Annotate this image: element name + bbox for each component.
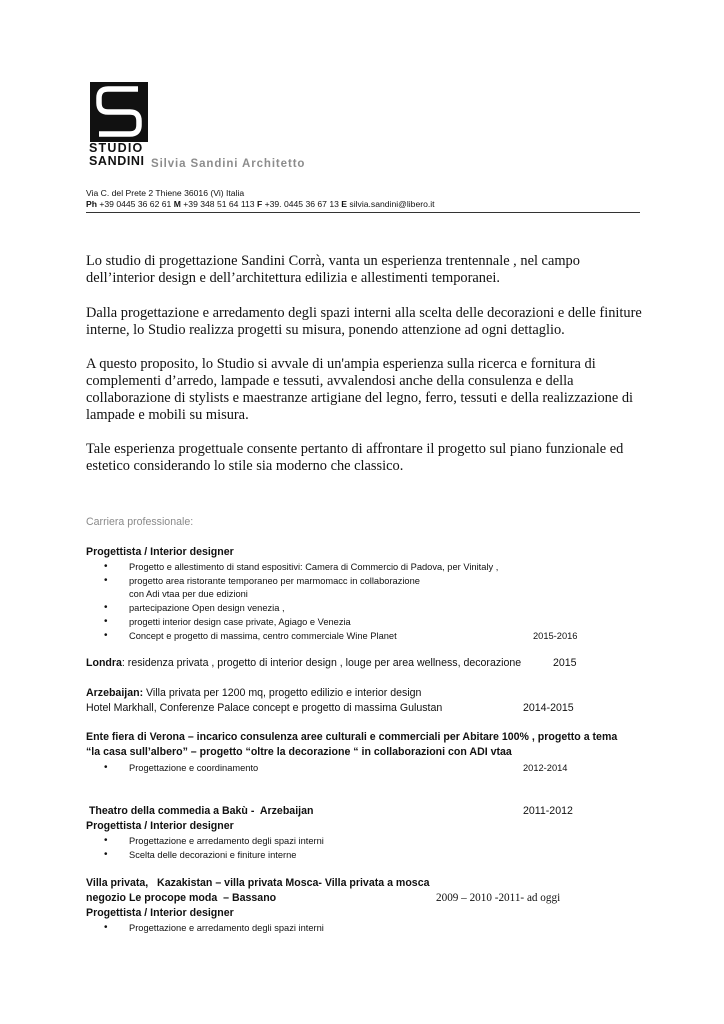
role-title: Progettista / Interior designer [86, 907, 234, 919]
entry-text: : residenza privata , progetto di interior design , louge per area wellness, decorazione [121, 657, 522, 669]
list-item: • Scelta delle decorazioni e finiture interne [129, 848, 296, 862]
period: 2015 [553, 657, 577, 669]
phone-label: Ph [86, 199, 97, 209]
list-item: • progetti interior design case private, Agiago e Venezia [129, 615, 351, 629]
phone-number: +39 0445 36 62 61 [99, 199, 172, 209]
entry-line: negozio Le procope moda – Bassano [86, 892, 277, 904]
entry-line [86, 656, 521, 670]
letterhead-contacts [86, 199, 435, 209]
intro-paragraph: A questo proposito, lo Studio si avvale di un'ampia esperienza sulla ricerca e fornitura di complementi d’arredo, lampade e tessuti, avvalendosi anche della consulenza e della collaborazione di stylists e maestranze artigiane del legno, ferro, tessuti e della realizzazione di lampade e mobili su misura. [86, 356, 634, 423]
letterhead-subtitle: Silvia Sandini Architetto [151, 158, 306, 170]
period: 2015-2016 [533, 631, 578, 641]
role-title: Progettista / Interior designer [86, 546, 234, 558]
intro-paragraph: Lo studio di progettazione Sandini Corrà, vanta un esperienza trentennale , nel campo dell’interior design e dell’architettura edilizia e allestimenti temporanei. [86, 253, 580, 286]
career-heading: Carriera professionale: [86, 516, 194, 528]
period: 2011-2012 [523, 805, 573, 817]
intro-paragraph: Tale esperienza progettuale consente pertanto di affrontare il progetto sul piano funzionale ed estetico considerando lo stile sia moderno che classico. [86, 441, 624, 474]
list-item-continuation: con Adi vtaa per due edizioni [129, 589, 248, 599]
entry-line: Theatro della commedia a Bakù - Arzebaijan [86, 805, 314, 817]
entry-text: Villa privata per 1200 mq, progetto edilizio e interior design [143, 687, 422, 699]
header-divider [86, 212, 640, 213]
entry-line: Hotel Markhall, Conferenze Palace concept e progetto di massima Gulustan [86, 702, 443, 714]
list-item: • progetto area ristorante temporaneo per marmomacc in collaborazione [129, 574, 420, 588]
period: 2014-2015 [523, 702, 574, 714]
entry-label: Londra [86, 657, 122, 669]
entry-line: Villa privata, Kazakistan – villa privata Mosca- Villa privata a mosca [86, 877, 430, 889]
intro-paragraph: Dalla progettazione e arredamento degli spazi interni alla scelta delle decorazioni e delle finiture interne, lo Studio realizza progetti su misura, ponendo attenzione ad ogni dettaglio. [86, 305, 642, 338]
entry-line: “la casa sull’albero” – progetto “oltre la decorazione “ in collaborazioni con ADI vtaa [86, 746, 512, 758]
period: 2009 – 2010 -2011- ad oggi [436, 892, 561, 904]
studio-sandini-logo-mark [90, 82, 148, 142]
email-label: E [341, 199, 348, 209]
fax-label: F [256, 199, 263, 209]
list-item: • Progettazione e arredamento degli spazi interni [129, 921, 324, 935]
list-item: • Concept e progetto di massima, centro commerciale Wine Planet [129, 629, 397, 643]
period: 2012-2014 [523, 763, 568, 773]
entry-line: Ente fiera di Verona – incarico consulenza aree culturali e commerciali per Abitare 100% , progetto a tema [86, 731, 618, 743]
role-title: Progettista / Interior designer [86, 820, 234, 832]
list-item: • Progetto e allestimento di stand espositivi: Camera di Commercio di Padova, per Vinitaly , [129, 560, 498, 574]
entry-label: Arzebaijan: [86, 687, 144, 699]
list-item: • Progettazione e coordinamento [129, 761, 258, 775]
entry-line [86, 686, 421, 700]
logo-text-studio: STUDIO [89, 141, 144, 155]
logo-text-sandini: SANDINI [89, 154, 145, 168]
list-item: • partecipazione Open design venezia , [129, 601, 285, 615]
mobile-number: +39 348 51 64 113 [183, 199, 255, 209]
fax-number: +39. 0445 36 67 13 [264, 199, 339, 209]
letterhead-address: Via C. del Prete 2 Thiene 36016 (Vi) Italia [86, 188, 245, 198]
list-item: • Progettazione e arredamento degli spazi interni [129, 834, 324, 848]
email-address: silvia.sandini@libero.it [349, 199, 435, 209]
mobile-label: M [173, 199, 181, 209]
